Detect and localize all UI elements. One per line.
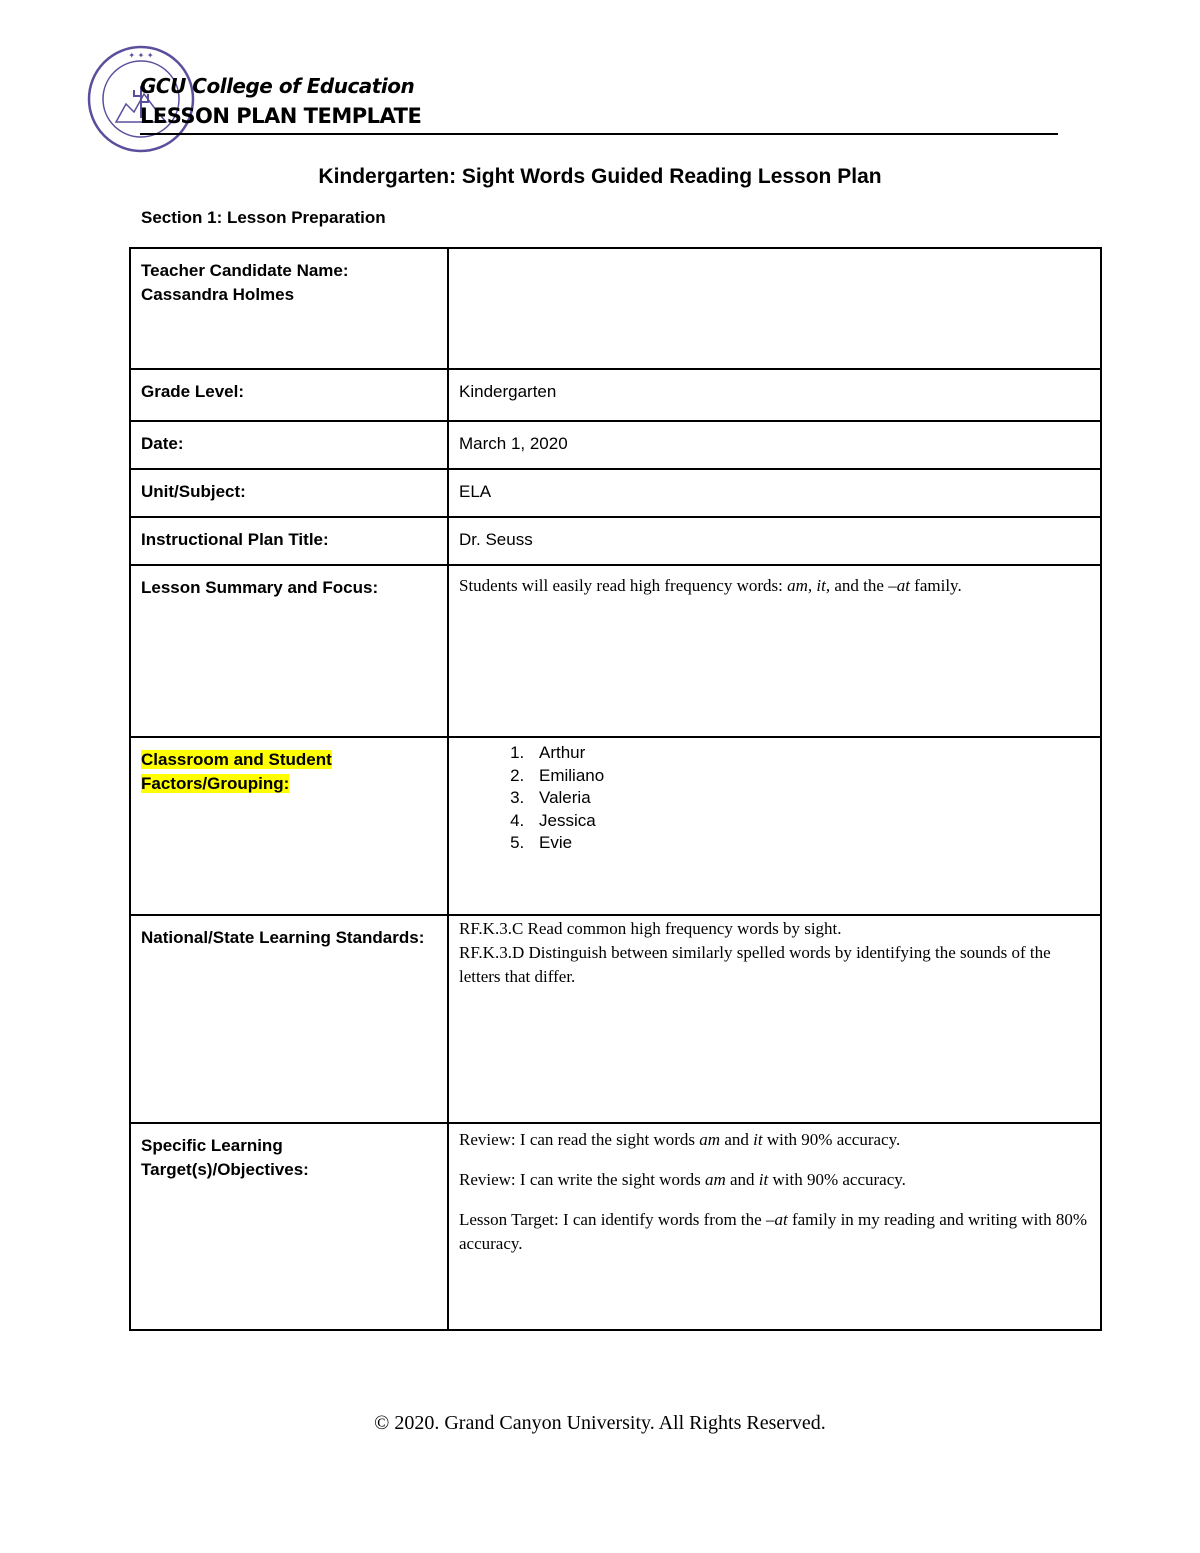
grade-value: Kindergarten [448,369,1101,421]
lesson-preparation-table [129,247,1102,1331]
standard-item: RF.K.3.C Read common high frequency words by sight. [459,919,842,938]
objective-item: Review: I can write the sight words am and it with 90% accuracy. [459,1170,906,1189]
section-heading: Section 1: Lesson Preparation [141,208,386,227]
student-list [459,742,1090,855]
date-label: Date: [130,421,448,469]
table-row [130,565,1101,737]
university-seal-logo [86,44,196,154]
table-row [130,517,1101,565]
table-row [130,369,1101,421]
summary-label: Lesson Summary and Focus: [130,565,448,737]
plan-title-label: Instructional Plan Title: [130,517,448,565]
table-row [130,737,1101,915]
objectives-value [448,1123,1101,1330]
standard-item: RF.K.3.D Distinguish between similarly spelled words by identifying the sounds of the letters that differ. [459,943,1051,986]
table-row [130,469,1101,517]
standards-value [448,915,1101,1123]
list-item: 5. Evie [529,832,1090,855]
svg-text:✦ ✦ ✦: ✦ ✦ ✦ [128,51,154,60]
table-row [130,1123,1101,1330]
grade-label: Grade Level: [130,369,448,421]
objective-item: Review: I can read the sight words am and it with 90% accuracy. [459,1130,901,1149]
summary-value: Students will easily read high frequency words: am, it, and the –at family. [448,565,1101,737]
list-item: 1. Arthur [529,742,1090,765]
college-name: GCU College of Education [140,74,415,98]
date-value: March 1, 2020 [448,421,1101,469]
list-item: 3. Valeria [529,787,1090,810]
plan-title-value: Dr. Seuss [448,517,1101,565]
template-title: LESSON PLAN TEMPLATE [140,104,422,128]
copyright-footer: © 2020. Grand Canyon University. All Rights Reserved. [374,1412,826,1434]
standards-label: National/State Learning Standards: [130,915,448,1123]
list-item: 2. Emiliano [529,765,1090,788]
factors-label: Classroom and Student Factors/Grouping: [130,737,448,915]
lesson-plan-title: Kindergarten: Sight Words Guided Reading Lesson Plan [318,165,882,188]
header-divider [140,133,1058,135]
factors-value [448,737,1101,915]
table-row [130,421,1101,469]
table-row [130,248,1101,369]
objective-item: Lesson Target: I can identify words from the –at family in my reading and writing with 80% accuracy. [459,1210,1088,1253]
objectives-label: Specific Learning Target(s)/Objectives: [130,1123,448,1330]
teacher-value [448,248,1101,369]
table-row [130,915,1101,1123]
teacher-label: Teacher Candidate Name: Cassandra Holmes [130,248,448,369]
unit-value: ELA [448,469,1101,517]
unit-label: Unit/Subject: [130,469,448,517]
list-item: 4. Jessica [529,810,1090,833]
